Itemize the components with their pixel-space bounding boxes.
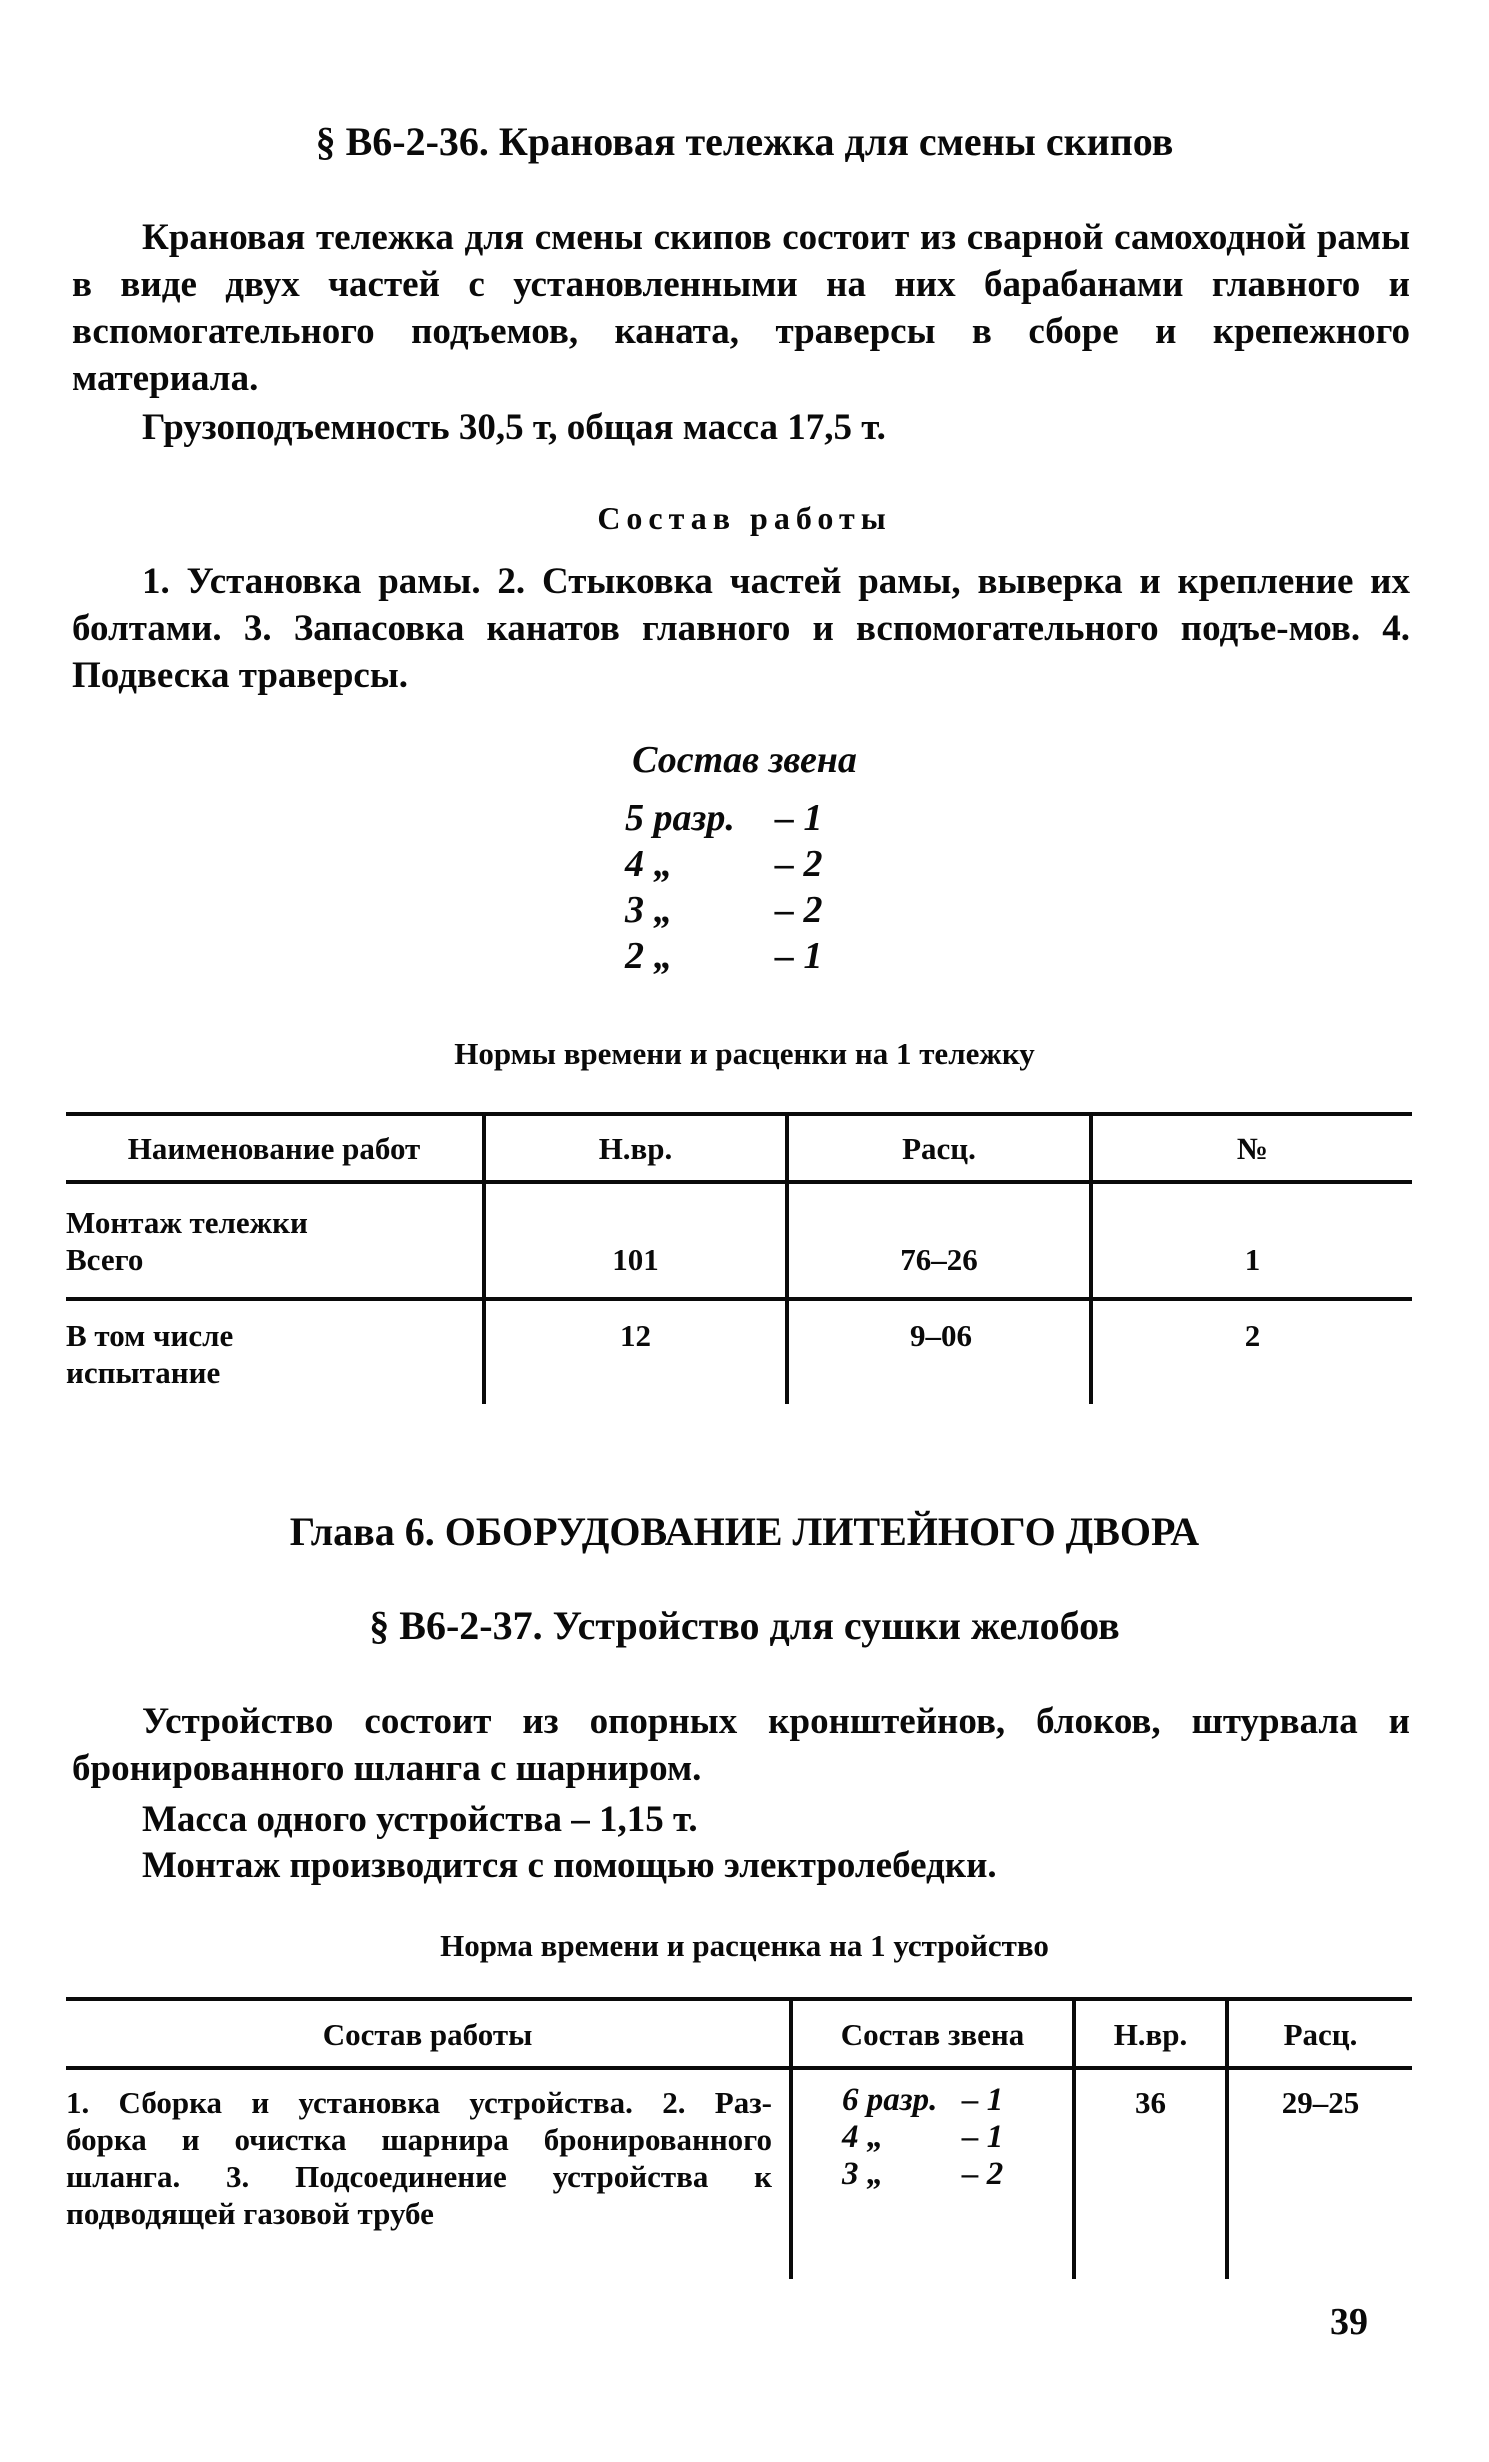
crew-row: 2 „ – 1 [625, 935, 823, 977]
mass-paragraph: Масса одного устройства – 1,15 т. [142, 1799, 698, 1840]
work-paragraph: 1. Установка рамы. 2. Стыковка частей рамы, выверка и крепление их болтами. 3. Запасовка канатов главного и вспомогательного подъе-мов. 4. Подвеска траверсы. [72, 561, 1410, 696]
table-header: Состав работы [322, 2017, 533, 2052]
section-title: § В6-2-36. Крановая тележка для смены скипов [315, 119, 1174, 164]
table-cell-name: Монтаж тележки [66, 1205, 308, 1240]
table-cell-work: шланга. 3. Подсоединение устройства к [66, 2159, 772, 2194]
chapter-title: Глава 6. ОБОРУДОВАНИЕ ЛИТЕЙНОГО ДВОРА [289, 1509, 1200, 1554]
section-title: § В6-2-37. Устройство для сушки желобов [369, 1603, 1120, 1648]
page-number: 39 [1330, 2301, 1368, 2343]
description-paragraph: Устройство состоит из опорных кронштейнов, блоков, штурвала и бронированного шланга с шарниром. [72, 1701, 1410, 1789]
table-cell-crew [842, 2082, 1003, 2193]
installation-paragraph: Монтаж производится с помощью электролебедки. [142, 1845, 997, 1886]
table-cell-norm: 36 [1135, 2085, 1166, 2120]
table-cell-number: 1 [1244, 1242, 1261, 1277]
table-cell-rate: 9–06 [910, 1318, 972, 1353]
table-header: Н.вр. [598, 1131, 673, 1166]
table-header: Наименование работ [127, 1131, 421, 1166]
table-cell-rate: 29–25 [1281, 2085, 1360, 2120]
work-heading: Состав работы [597, 500, 892, 536]
table-title: Норма времени и расценка на 1 устройство [440, 1928, 1049, 1963]
crew-row: 4 „ – 1 [842, 2119, 1004, 2155]
table-cell-work: подводящей газовой трубе [66, 2196, 434, 2231]
crew-row: 6 разр. – 1 [842, 2082, 1004, 2118]
table-cell-norm: 12 [620, 1318, 651, 1353]
crew-list [625, 796, 885, 980]
table-header: Состав звена [840, 2017, 1025, 2052]
crew-row: 3 „ – 2 [842, 2156, 1004, 2192]
crew-row: 5 разр. – 1 [625, 797, 823, 839]
crew-row: 4 „ – 2 [625, 843, 823, 885]
table-header: Н.вр. [1113, 2017, 1188, 2052]
crew-heading: Состав звена [632, 739, 857, 781]
table-cell-work: 1. Сборка и установка устройства. 2. Раз- [66, 2085, 772, 2120]
table-header: Расц. [1283, 2017, 1358, 2052]
table-cell-name: испытание [66, 1355, 221, 1390]
table-title: Нормы времени и расценки на 1 тележку [454, 1036, 1035, 1071]
crew-row: 3 „ – 2 [625, 889, 823, 931]
table-cell-work: борка и очистка шарнира бронированного [66, 2122, 772, 2157]
description-paragraph: Крановая тележка для смены скипов состоит из сварной самоходной рамы в виде двух частей с установленными на них барабанами главного и вспомогательного подъемов, каната, траверсы в сборе и крепежного материала. [72, 217, 1410, 399]
table-cell-name: Всего [66, 1242, 144, 1277]
table-cell-norm: 101 [612, 1242, 659, 1277]
table-cell-number: 2 [1244, 1318, 1261, 1353]
table-cell-name: В том числе [66, 1318, 234, 1353]
capacity-paragraph: Грузоподъемность 30,5 т, общая масса 17,5 т. [142, 407, 886, 448]
table-header: Расц. [902, 1131, 976, 1166]
table-cell-rate: 76–26 [900, 1242, 978, 1277]
table-header: № [1236, 1131, 1269, 1166]
